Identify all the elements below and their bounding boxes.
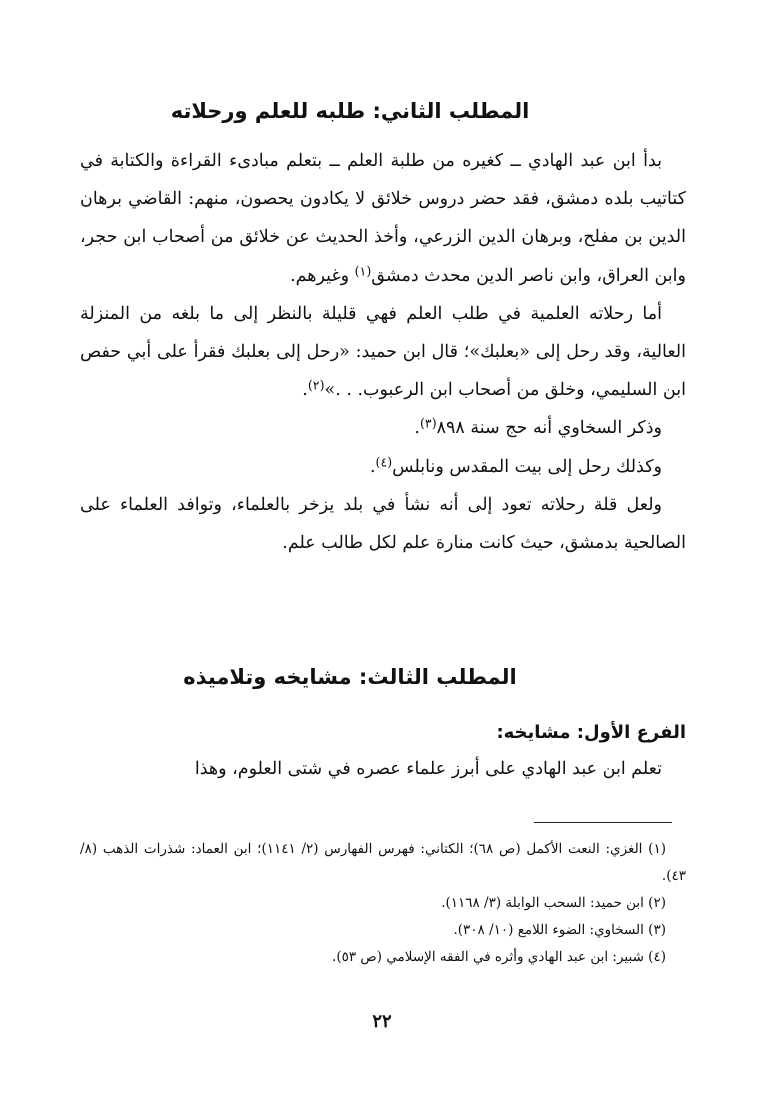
footnotes [80,836,686,971]
footnote-ref-4[interactable]: (٤) [375,453,393,469]
footnote-1: (١) الغزي: النعت الأكمل (ص ٦٨)؛ الكتاني: فهرس الفهارس (٢/ ١١٤١)؛ ابن العماد: شذرات الذهب (٨/ ٤٣). [80,841,686,884]
paragraph-text: وكذلك رحل إلى بيت المقدس ونابلس [392,456,662,477]
paragraph-tail: . [369,456,376,477]
paragraph-text: بدأ ابن عبد الهادي ــ كغيره من طلبة العلم ــ بتعلم مبادىء القراءة والكتابة في كتاتيب بلده دمشق، فقد حضر دروس خلائق لا يكادون يحصون، منهم: القاضي برهان الدين بن مفلح، وبرهان الدين الزرعي، وأخذ الحديث عن خلائق من أصحاب ابن حجر، وابن العراق، وابن ناصر الدين محدث دمشق [80,151,686,286]
section3-body [80,750,686,788]
paragraph-tail: . [414,418,420,439]
section-title-studies-travels: المطلب الثاني: طلبه للعلم ورحلاته [170,99,530,123]
paragraph-hajj [80,409,686,447]
section2-body [80,142,686,562]
paragraph-text: أما رحلاته العلمية في طلب العلم فهي قليلة بالنظر إلى ما بلغه من المنزلة العالية، وقد رحل إلى «بعلبك»؛ قال ابن حميد: «رحل إلى بعلبك فقرأ على أبي حفص ابن السليمي، وخلق من أصحاب ابن الرعبوب. . .» [80,303,686,401]
footnote-ref-2[interactable]: (٢) [307,377,325,393]
footnote-4: (٤) شبير: ابن عبد الهادي وأثره في الفقه الإسلامي (ص ٥٣). [332,949,666,965]
footnote-ref-3[interactable]: (٣) [420,415,437,431]
footnote-2: (٢) ابن حميد: السحب الوابلة (٣/ ١١٦٨). [441,895,666,911]
paragraph-reason: ولعل قلة رحلاته تعود إلى أنه نشأ في بلد يزخر بالعلماء، وتوافد العلماء على الصالحية بدمشق، حيث كانت منارة علم لكل طالب علم. [80,494,686,554]
paragraph-tail: . [302,380,308,401]
paragraph-text: وذكر السخاوي أنه حج سنة ٨٩٨ [436,418,662,439]
footnote-separator [534,822,672,823]
paragraph-early-learning [80,142,686,295]
section-title-teachers-students: المطلب الثالث: مشايخه وتلاميذه [183,665,517,689]
subheading-teachers: الفرع الأول: مشايخه: [496,722,686,743]
footnote-3: (٣) السخاوي: الضوء اللامع (١٠/ ٣٠٨). [453,922,666,938]
footnote-ref-1[interactable]: (١) [354,262,372,278]
paragraph-teachers-intro: تعلم ابن عبد الهادي على أبرز علماء عصره في شتى العلوم، وهذا [194,759,662,779]
paragraph-travels [80,295,686,410]
paragraph-jerusalem [80,448,686,486]
page-number: ٢٢ [372,1011,392,1032]
paragraph-tail: وغيرهم. [290,265,355,286]
